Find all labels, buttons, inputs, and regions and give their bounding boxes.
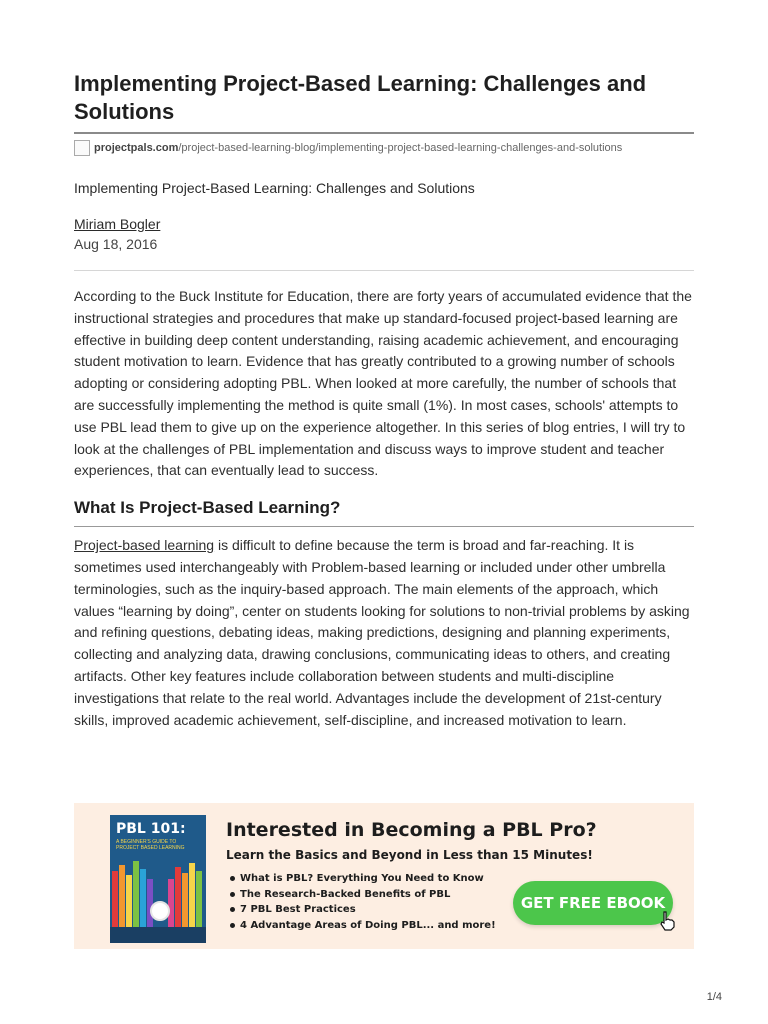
bullet-item: The Research-Backed Benefits of PBL (230, 887, 496, 903)
page-indicator: 1/4 (706, 991, 722, 1003)
banner-bullets (230, 871, 496, 933)
bullet-item: 4 Advantage Areas of Doing PBL... and more! (230, 918, 496, 934)
bullet-item: What is PBL? Everything You Need to Know (230, 871, 496, 887)
ebook-cover (110, 815, 206, 943)
book-subtitle: A BEGINNER'S GUIDE TO PROJECT BASED LEARNING (116, 839, 185, 851)
banner-headline: Interested in Becoming a PBL Pro? (226, 819, 597, 841)
article-title: Implementing Project-Based Learning: Challenges and Solutions (74, 70, 694, 134)
favicon-icon (74, 140, 90, 156)
section-body: is difficult to define because the term is broad and far-reaching. It is sometimes used interchangeably with Problem-based learning or included under other umbrella terminologies, such as the inquiry-based approach. The main elements of the approach, which values “learning by doing”, center on students looking for solutions to non-trivial problems by asking and refining questions, debating ideas, making predictions, designing and planning experiments, collecting and analyzing data, drawing conclusions, communicating ideas to others, and creating artifacts. Other key features include collaboration between students and multi-discipline investigations that relate to the real world. Advantages include the development of 21st-century skills, improved academic achievement, self-discipline, and increased motivation to learn. (74, 537, 690, 728)
url-domain: projectpals.com (94, 142, 179, 154)
divider (74, 270, 694, 271)
book-logo-icon (150, 901, 170, 921)
article (74, 70, 694, 731)
bullet-item: 7 PBL Best Practices (230, 902, 496, 918)
get-ebook-button[interactable]: GET FREE EBOOK (513, 881, 673, 925)
article-subtitle: Implementing Project-Based Learning: Challenges and Solutions (74, 180, 475, 196)
publish-date: Aug 18, 2016 (74, 236, 158, 252)
intro-paragraph: According to the Buck Institute for Education, there are forty years of accumulated evidence that the instructional strategies and procedures that make up standard-focused project-based learning are effective in building deep content understanding, raising academic achievement, and encouraging student motivation to learn. Evidence that has greatly contributed to a growing number of schools adopting or considering adopting PBL. When looked at more carefully, the number of schools that are successfully implementing the method is quite small (1%). In most cases, schools' attempts to use PBL lead them to give up on the experience altogether. In this series of blog entries, I will try to look at the challenges of PBL implementation and discuss ways to improve student and teacher experiences, that can eventually lead to success. (74, 288, 692, 479)
ebook-banner[interactable] (74, 803, 694, 949)
source-url[interactable] (74, 138, 694, 158)
banner-subhead: Learn the Basics and Beyond in Less than 15 Minutes! (226, 848, 593, 862)
section-heading: What Is Project-Based Learning? (74, 498, 694, 527)
hand-cursor-icon (659, 911, 677, 931)
url-path: /project-based-learning-blog/implementing-project-based-learning-challenges-and-solutions (178, 142, 623, 154)
pbl-link[interactable]: Project-based learning (74, 537, 215, 554)
section-paragraph (74, 535, 694, 731)
author-link[interactable]: Miriam Bogler (74, 216, 161, 232)
book-title: PBL 101: (116, 821, 186, 837)
